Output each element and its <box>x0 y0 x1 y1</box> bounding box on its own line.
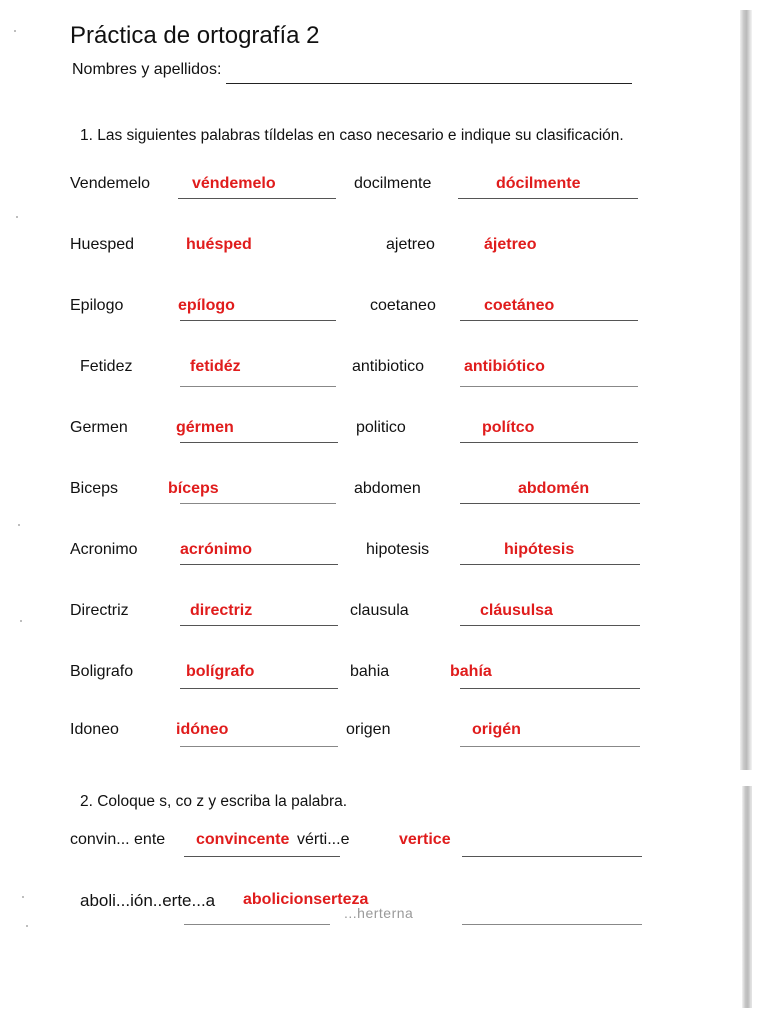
answer-line <box>462 856 642 857</box>
word-left: Germen <box>70 419 128 436</box>
word-right: politico <box>356 419 406 436</box>
answer-right: dócilmente <box>496 175 581 192</box>
answer-line <box>184 924 330 925</box>
scan-speck <box>22 896 24 898</box>
word-right: ajetreo <box>386 236 435 253</box>
answer-right: bahía <box>450 663 492 680</box>
faded-text: ...herterna <box>344 905 414 921</box>
fill-word: vérti...e <box>297 831 350 848</box>
word-left: Boligrafo <box>70 663 134 680</box>
answer-right: hipótesis <box>504 541 575 558</box>
answer-left: fetidéz <box>190 358 241 375</box>
word-left: Biceps <box>70 480 119 497</box>
scan-speck <box>18 524 20 526</box>
page-title: Práctica de ortografía 2 <box>70 22 320 49</box>
answer-right: origén <box>472 721 521 738</box>
answer-line <box>458 198 638 199</box>
answer-line <box>460 386 638 387</box>
answer-line <box>180 746 338 747</box>
answer-right: cláusulsa <box>480 602 553 619</box>
answer-right: polítco <box>482 419 535 436</box>
word-right: origen <box>346 721 391 738</box>
answer-left: huésped <box>186 236 252 253</box>
answer-line <box>180 688 338 689</box>
word-right: docilmente <box>354 175 432 192</box>
word-left: Vendemelo <box>70 175 151 192</box>
answer-line <box>460 503 640 504</box>
scan-edge-shadow <box>740 10 752 770</box>
section2-instruction: 2. Coloque s, co z y escriba la palabra. <box>80 793 348 810</box>
answer-line <box>460 320 638 321</box>
scan-speck <box>16 216 18 218</box>
answer-line <box>460 442 638 443</box>
answer-right: ájetreo <box>484 236 537 253</box>
answer-line <box>462 924 642 925</box>
word-right: coetaneo <box>370 297 436 314</box>
answer-left: directriz <box>190 602 253 619</box>
word-left: Idoneo <box>70 721 119 738</box>
answer-left: idóneo <box>176 721 229 738</box>
answer-line <box>460 564 640 565</box>
answer-left: epílogo <box>178 297 235 314</box>
word-right: clausula <box>350 602 409 619</box>
word-right: antibiotico <box>352 358 425 375</box>
fill-word: convin... ente <box>70 831 166 848</box>
scan-edge-shadow <box>742 786 752 1008</box>
fill-answer: vertice <box>399 831 451 848</box>
fill-answer: convincente <box>196 831 290 848</box>
answer-line <box>180 564 338 565</box>
answer-line <box>460 625 640 626</box>
answer-left: bolígrafo <box>186 663 255 680</box>
scan-speck <box>14 30 16 32</box>
word-right: bahia <box>350 663 390 680</box>
answer-left: acrónimo <box>180 541 253 558</box>
answer-right: abdomén <box>518 480 590 497</box>
answer-left: gérmen <box>176 419 234 436</box>
word-right: hipotesis <box>366 541 430 558</box>
answer-line <box>184 856 340 857</box>
answer-line <box>180 442 338 443</box>
scan-speck <box>20 620 22 622</box>
scan-speck <box>26 925 28 927</box>
fill-answer: abolicionserteza <box>243 891 369 908</box>
word-left: Huesped <box>70 236 135 253</box>
word-left: Acronimo <box>70 541 138 558</box>
answer-right: antibiótico <box>464 358 545 375</box>
answer-right: coetáneo <box>484 297 555 314</box>
answer-line <box>460 688 640 689</box>
word-right: abdomen <box>354 480 421 497</box>
name-label: Nombres y apellidos: <box>72 61 222 78</box>
answer-line <box>180 386 336 387</box>
word-left: Epilogo <box>70 297 124 314</box>
answer-line <box>180 625 338 626</box>
fill-word: aboli...ión..erte...a <box>80 891 216 910</box>
section1-instruction: 1. Las siguientes palabras tíldelas en caso necesario e indique su clasificación. <box>80 127 624 144</box>
answer-line <box>180 503 336 504</box>
name-underline <box>226 83 632 84</box>
answer-left: véndemelo <box>192 175 276 192</box>
word-left: Directriz <box>70 602 129 619</box>
answer-line <box>178 198 336 199</box>
answer-left: bíceps <box>168 480 219 497</box>
answer-line <box>180 320 336 321</box>
answer-line <box>460 746 640 747</box>
word-left: Fetidez <box>80 358 133 375</box>
